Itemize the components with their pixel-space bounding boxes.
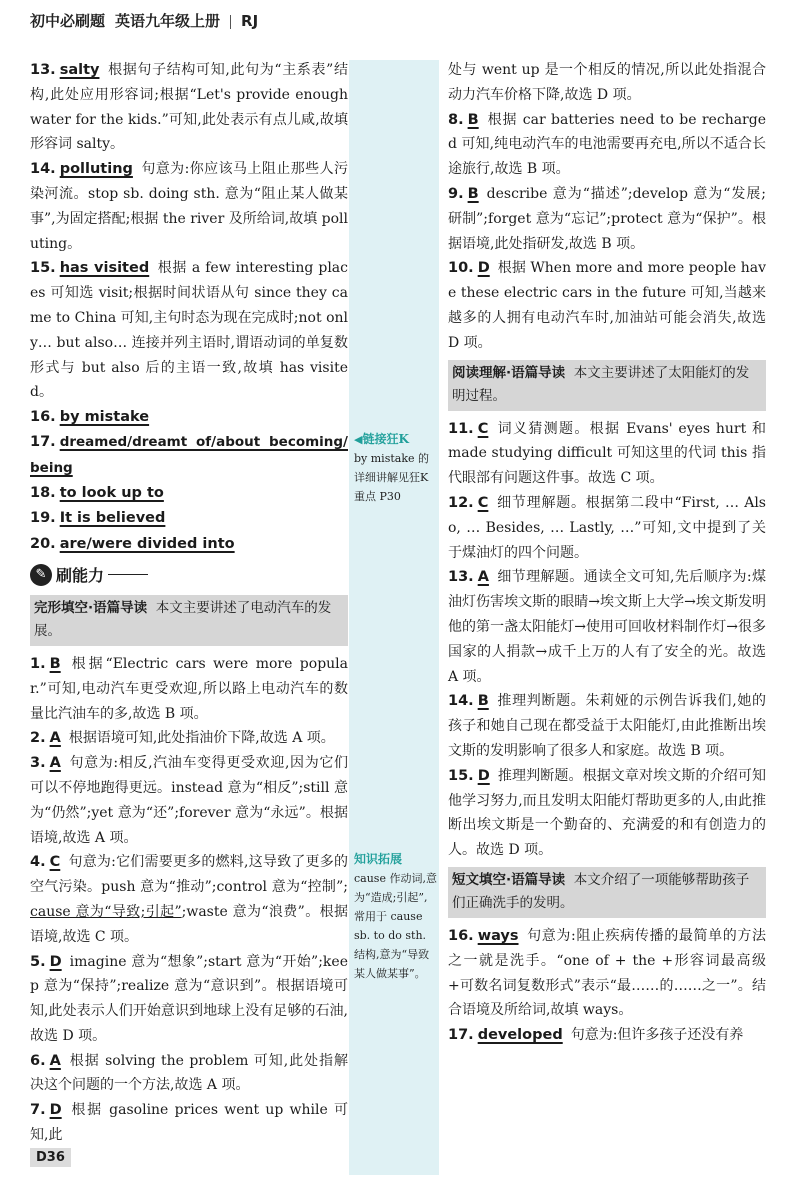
entry-answer: It is believed — [59, 510, 166, 527]
entry-explanation: 句意为:但许多孩子还没有养 — [570, 1027, 744, 1044]
entry-answer: A — [477, 569, 489, 586]
entry-explanation: 词义猜测题。根据 Evans' eyes hurt 和 made studying difficult 可知这里的代词 this 指代眼部有问题这件事。故选 C 项。 — [448, 420, 766, 487]
section-heading — [30, 561, 348, 589]
side-note-link — [354, 430, 438, 506]
entry-number: 5. — [30, 953, 46, 970]
entry-number: 6. — [30, 1052, 46, 1069]
banner-text: 本文介绍了一项能够帮助孩子们正确洗手的发明。 — [452, 871, 750, 911]
answer-entry — [448, 764, 766, 863]
arrow-icon: ◀ — [354, 433, 363, 446]
entry-number: 17. — [30, 434, 56, 451]
subject-title: 英语九年级上册 — [115, 12, 221, 30]
entry-answer: A — [49, 1052, 61, 1069]
entry-answer: B — [467, 185, 479, 202]
entry-continuation: 处与 went up 是一个相反的情况,所以此处指混合动力汽车价格下降,故选 D 项。 — [448, 62, 766, 103]
entry-answer: B — [477, 693, 489, 710]
side-note-knowledge — [354, 850, 438, 983]
entry-number: 1. — [30, 655, 46, 672]
answer-entry — [30, 256, 348, 405]
entry-number: 9. — [448, 185, 464, 202]
right-column — [448, 58, 766, 1048]
answer-entry — [30, 950, 348, 1049]
entry-answer: ways — [477, 927, 519, 944]
answer-entry — [30, 506, 348, 531]
entry-answer: C — [49, 854, 61, 871]
entry-number: 16. — [448, 927, 474, 944]
entry-number: 15. — [30, 260, 56, 277]
entry-answer: D — [477, 767, 490, 784]
page-header — [30, 10, 268, 31]
entry-explanation: 根据“Electric cars were more popular.”可知,电动汽车更受欢迎,所以路上电动汽车的数量比汽油车的多,故选 B 项。 — [30, 655, 348, 722]
entry-explanation: 根据 gasoline prices went up while 可知,此 — [30, 1102, 348, 1144]
entry-explanation: ;waste 意为“浪费”。根据语境,故选 C 项。 — [30, 903, 348, 945]
entry-explanation: describe 意为“描述”;develop 意为“发展;研制”;forget 意为“忘记”;protect 意为“保护”。根据语境,此处指研发,故选 B 项。 — [448, 185, 766, 252]
side-note-title: 知识拓展 — [354, 852, 403, 866]
entry-explanation: 根据语境可知,此处指油价下降,故选 A 项。 — [68, 730, 335, 747]
banner-title: 完形填空·语篇导读 — [34, 599, 148, 616]
answer-entry — [448, 689, 766, 763]
heading-rule — [108, 574, 148, 575]
answer-entry — [448, 417, 766, 491]
entry-number: 13. — [448, 569, 474, 586]
answer-entry — [448, 491, 766, 565]
entry-number: 17. — [448, 1027, 474, 1044]
entry-answer: B — [49, 655, 61, 672]
entry-answer: to look up to — [59, 485, 164, 502]
entry-number: 14. — [30, 161, 56, 178]
answer-entry — [448, 182, 766, 256]
entry-number: 7. — [30, 1102, 46, 1119]
entry-answer: D — [49, 953, 62, 970]
banner-title: 短文填空·语篇导读 — [452, 871, 566, 888]
banner-text: 本文主要讲述了太阳能灯的发明过程。 — [452, 364, 750, 404]
entry-explanation: 根据 When more and more people have these electric cars in the future 可知,当越来越多的人拥有电动汽车时,加油站可能会消失,故选 D 项。 — [448, 260, 766, 351]
answer-entry — [30, 405, 348, 430]
entry-answer: salty — [59, 62, 100, 78]
entry-explanation: 根据句子结构可知,此句为“主系表”结构,此处应用形容词;根据“Let's provide enough water for the kids.”可知,此处表示有点儿咸,故填形容词 salty。 — [30, 62, 348, 153]
entry-answer: A — [49, 730, 61, 747]
linked-phrase: cause 意为“导致;引起” — [30, 903, 182, 920]
entry-number: 8. — [448, 111, 464, 128]
entry-number: 18. — [30, 485, 56, 502]
entry-number: 15. — [448, 767, 474, 784]
answer-entry — [30, 850, 348, 949]
entry-number: 16. — [30, 409, 56, 426]
passage-guide-banner — [448, 867, 766, 918]
entry-answer: polluting — [59, 161, 133, 178]
entry-answer: D — [477, 260, 490, 277]
entry-explanation: 根据 a few interesting places 可知选 visit;根据时间状语从句 since they came to China 可知,主句时态为现在完成时;not only… but also… 连接并列主语时,谓语动词的单复数形式与 but also 后的主语一致,故填 has visited。 — [30, 260, 348, 401]
entry-explanation: 句意为:你应该马上阻止那些人污染河流。stop sb. doing sth. 意为“阻止某人做某事”,为固定搭配;根据 the river 及所给词,故填 polluting。 — [30, 161, 348, 252]
banner-text: 本文主要讲述了电动汽车的发展。 — [34, 599, 332, 639]
edition-label: RJ — [241, 12, 259, 30]
entry-number: 2. — [30, 730, 46, 747]
section-heading-text: 刷能力 — [56, 566, 105, 586]
entry-explanation: 推理判断题。根据文章对埃文斯的介绍可知他学习努力,而且发明太阳能灯帮助更多的人,由此推断出埃文斯是一个勤奋的、充满爱的和有创造力的人。故选 D 项。 — [448, 767, 766, 859]
entry-number: 11. — [448, 420, 474, 437]
entry-explanation: 推理判断题。朱莉娅的示例告诉我们,她的孩子和她自己现在都受益于太阳能灯,由此推断出埃文斯的发明影响了很多人和家庭。故选 B 项。 — [448, 693, 766, 759]
entry-explanation: 句意为:阻止疾病传播的最简单的方法之一就是洗手。“one of + the +形容词最高级+可数名词复数形式”表示“最……的……之一”。结合语境及所给词,故填 ways。 — [448, 927, 766, 1019]
entry-number: 12. — [448, 494, 474, 511]
pen-icon: ✎ — [30, 564, 52, 586]
answer-entry — [30, 157, 348, 256]
entry-explanation: 细节理解题。通读全文可知,先后顺序为:煤油灯伤害埃文斯的眼睛→埃文斯上大学→埃文斯发明他的第一盏太阳能灯→使用可回收材料制作灯→很多国家的人捐款→成千上万的人有了安全的光。故选 A 项。 — [448, 569, 766, 685]
answer-entry — [30, 58, 348, 157]
answer-entry — [30, 532, 348, 557]
entry-answer: has visited — [59, 260, 150, 277]
entry-answer: C — [477, 420, 489, 437]
book-title: 初中必刷题 — [30, 12, 106, 30]
margin-notes-strip — [349, 60, 439, 1175]
entry-explanation: 细节理解题。根据第二段中“First, … Also, … Besides, … Lastly, …”可知,文中提到了关于煤油灯的四个问题。 — [448, 494, 766, 561]
banner-title: 阅读理解·语篇导读 — [452, 364, 566, 381]
answer-entry — [30, 1098, 348, 1148]
answer-entry — [30, 751, 348, 850]
entry-answer: are/were divided into — [59, 535, 235, 552]
entry-answer: D — [49, 1102, 62, 1119]
answer-entry — [448, 565, 766, 689]
answer-entry — [448, 1023, 766, 1048]
entry-answer: by mistake — [59, 409, 150, 426]
answer-entry — [30, 652, 348, 726]
entry-number: 4. — [30, 854, 46, 871]
side-note-title: 链接狂K — [362, 432, 409, 446]
header-divider — [230, 15, 231, 29]
entry-number: 19. — [30, 510, 56, 527]
passage-guide-banner — [30, 595, 348, 646]
entry-explanation: 句意为:相反,汽油车变得更受欢迎,因为它们可以不停地跑得更远。instead 意为“相反”;still 意为“仍然”;yet 意为“还”;forever 意为“永远”。根据语境,故选 A 项。 — [30, 755, 348, 846]
entry-answer: developed — [477, 1027, 563, 1044]
side-note-text: by mistake 的详细讲解见狂K重点 P30 — [354, 452, 429, 503]
entry-number: 13. — [30, 62, 56, 78]
side-note-text: cause 作动词,意为“造成;引起”,常用于 cause sb. to do sth. 结构,意为“导致某人做某事”。 — [354, 872, 437, 980]
entry-answer: dreamed/dreamt of/about becoming/being — [30, 434, 348, 476]
entry-number: 3. — [30, 755, 46, 772]
left-column — [30, 58, 348, 1148]
answer-entry — [30, 481, 348, 506]
entry-explanation: 根据 solving the problem 可知,此处指解决这个问题的一个方法,故选 A 项。 — [30, 1052, 348, 1094]
page-footer — [30, 1146, 71, 1167]
entry-number: 14. — [448, 693, 474, 710]
entry-explanation: 根据 car batteries need to be recharged 可知,纯电动汽车的电池需要再充电,所以不适合长途旅行,故选 B 项。 — [448, 111, 766, 178]
entry-answer: B — [467, 111, 479, 128]
answer-entry — [30, 1049, 348, 1099]
entry-number: 20. — [30, 535, 56, 552]
answer-entry — [30, 726, 348, 751]
answer-entry — [448, 924, 766, 1023]
side-note-heading — [354, 430, 438, 449]
entry-explanation: imagine 意为“想象”;start 意为“开始”;keep 意为“保持”;realize 意为“意识到”。根据语境可知,此处表示人们开始意识到地球上没有足够的石油,故选 D 项。 — [30, 953, 348, 1044]
passage-guide-banner — [448, 360, 766, 411]
entry-explanation: 句意为:它们需要更多的燃料,这导致了更多的空气污染。push 意为“推动”;control 意为“控制”; — [30, 854, 348, 896]
entry-answer: A — [49, 755, 61, 772]
page-number: D36 — [30, 1148, 71, 1167]
answer-entry — [448, 108, 766, 182]
answer-entry — [448, 256, 766, 355]
answer-entry — [30, 430, 348, 481]
entry-number: 10. — [448, 260, 474, 277]
entry-answer: C — [477, 494, 489, 511]
